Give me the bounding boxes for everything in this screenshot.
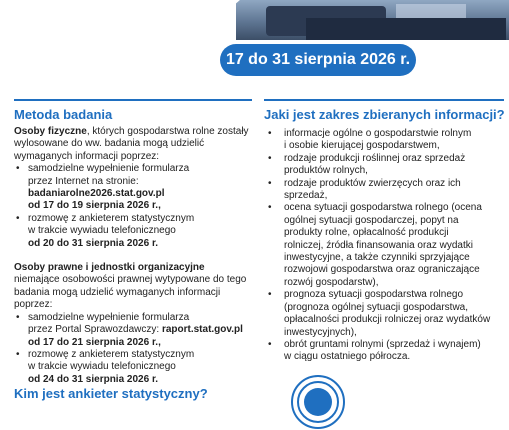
scope-item-line: i osobie kierującej gospodarstwem,: [284, 140, 440, 152]
natural-persons-label: Osoby fizyczne: [14, 126, 87, 137]
option-dates: od 20 do 31 sierpnia 2026 r.: [28, 237, 159, 249]
scope-item-line: • informacje ogólne o gospodarstwie rolnym: [284, 128, 472, 139]
scope-item-line: rozwój gospodarstw),: [284, 276, 379, 288]
list-item: [14, 349, 252, 386]
option-text: przez Internet na stronie:: [28, 175, 139, 187]
scope-item: [264, 128, 504, 153]
scope-item-line: rozwojowi gospodarstwa oraz ograniczające: [284, 264, 480, 276]
survey-url[interactable]: badaniarolne2026.stat.gov.pl: [28, 188, 165, 200]
scope-item-line: produkty rolne, opłacalność produkcji: [284, 227, 449, 239]
scope-item-line: rolniczej, źródła finansowania oraz wydatki: [284, 239, 473, 251]
scope-section: [264, 128, 504, 364]
legal-persons-intro: [14, 262, 252, 312]
scope-item: [264, 153, 504, 178]
scope-item: [264, 289, 504, 339]
portal-url[interactable]: raport.stat.gov.pl: [161, 324, 243, 336]
legal-persons-label: Osoby prawne i jednostki organizacyjne: [14, 262, 205, 274]
method-heading: Metoda badania: [14, 107, 113, 122]
option-text: • rozmowę z ankieterem statystycznym: [28, 212, 195, 224]
scope-item-line: • rodzaje produkcji roślinnej oraz sprzedaż: [284, 152, 466, 164]
header-photo: [236, 0, 509, 40]
scope-list: [264, 128, 504, 364]
scope-item-line: • prognoza sytuacji gospodarstwa rolnego: [284, 289, 463, 301]
scope-item-line: opłacalności produkcji rolniczej oraz wydatków: [284, 314, 491, 326]
option-text: w trakcie wywiadu telefonicznego: [28, 225, 176, 237]
scope-item-line: • obrót gruntami rolnymi (sprzedaż i wynajem): [284, 338, 481, 350]
option-dates: od 17 do 21 sierpnia 2026 r.,: [28, 336, 161, 348]
option-text: • samodzielne wypełnienie formularza: [28, 311, 190, 323]
list-item: [14, 312, 252, 349]
scope-item-line: w ciągu ostatniego półrocza.: [284, 351, 411, 363]
scope-item-line: • rodzaje produktów zwierzęcych oraz ich: [284, 177, 461, 189]
scope-item-line: inwestycyjne, a także czynniki sprzyjające: [284, 252, 470, 264]
left-divider: [14, 99, 252, 101]
scope-item-line: inwestycyjnych),: [284, 326, 357, 338]
legal-persons-text: niemające osobowości prawnej wytypowane do tego badania mogą udzielić wymaganych informacji poprzez:: [14, 274, 247, 311]
decorative-arc: [0, 0, 260, 40]
option-text: • samodzielne wypełnienie formularza: [28, 163, 190, 175]
option-text: w trakcie wywiadu telefonicznego: [28, 361, 176, 373]
scope-item: [264, 339, 504, 364]
scope-heading: Jaki jest zakres zbieranych informacji?: [264, 107, 505, 122]
scope-item: [264, 178, 504, 203]
concentric-circles-icon: [290, 374, 346, 430]
scope-item-line: produktów rolnych,: [284, 165, 368, 177]
scope-item: [264, 202, 504, 289]
option-dates: od 24 do 31 sierpnia 2026 r.: [28, 373, 159, 385]
option-text: • rozmowę z ankieterem statystycznym: [28, 348, 195, 360]
option-prefix: przez Portal Sprawozdawczy:: [28, 324, 162, 336]
list-item: [14, 163, 252, 213]
list-item: [14, 213, 252, 250]
legal-persons-options: [14, 312, 252, 386]
interviewer-heading: Kim jest ankieter statystyczny?: [14, 386, 208, 401]
method-section: [14, 126, 252, 386]
option-dates: od 17 do 19 sierpnia 2026 r.,: [28, 200, 161, 212]
scope-item-line: (prognoza ogólnej sytuacji gospodarstwa,: [284, 301, 468, 313]
natural-persons-options: [14, 163, 252, 250]
scope-item-line: sprzedaż,: [284, 190, 328, 202]
scope-item-line: • ocena sytuacji gospodarstwa rolnego (ocena: [284, 202, 482, 214]
scope-item-line: ogólnej sytuacji gospodarczej, popyt na: [284, 214, 459, 226]
natural-persons-text: , których gospodarstwa rolne zostały wylosowane do ww. badania mogą udzielić wymaganych informacji poprzez:: [14, 126, 249, 162]
date-banner: 17 do 31 sierpnia 2026 r.: [220, 44, 416, 76]
natural-persons-intro: [14, 126, 252, 163]
option-text: [28, 324, 252, 336]
right-divider: [264, 99, 504, 101]
